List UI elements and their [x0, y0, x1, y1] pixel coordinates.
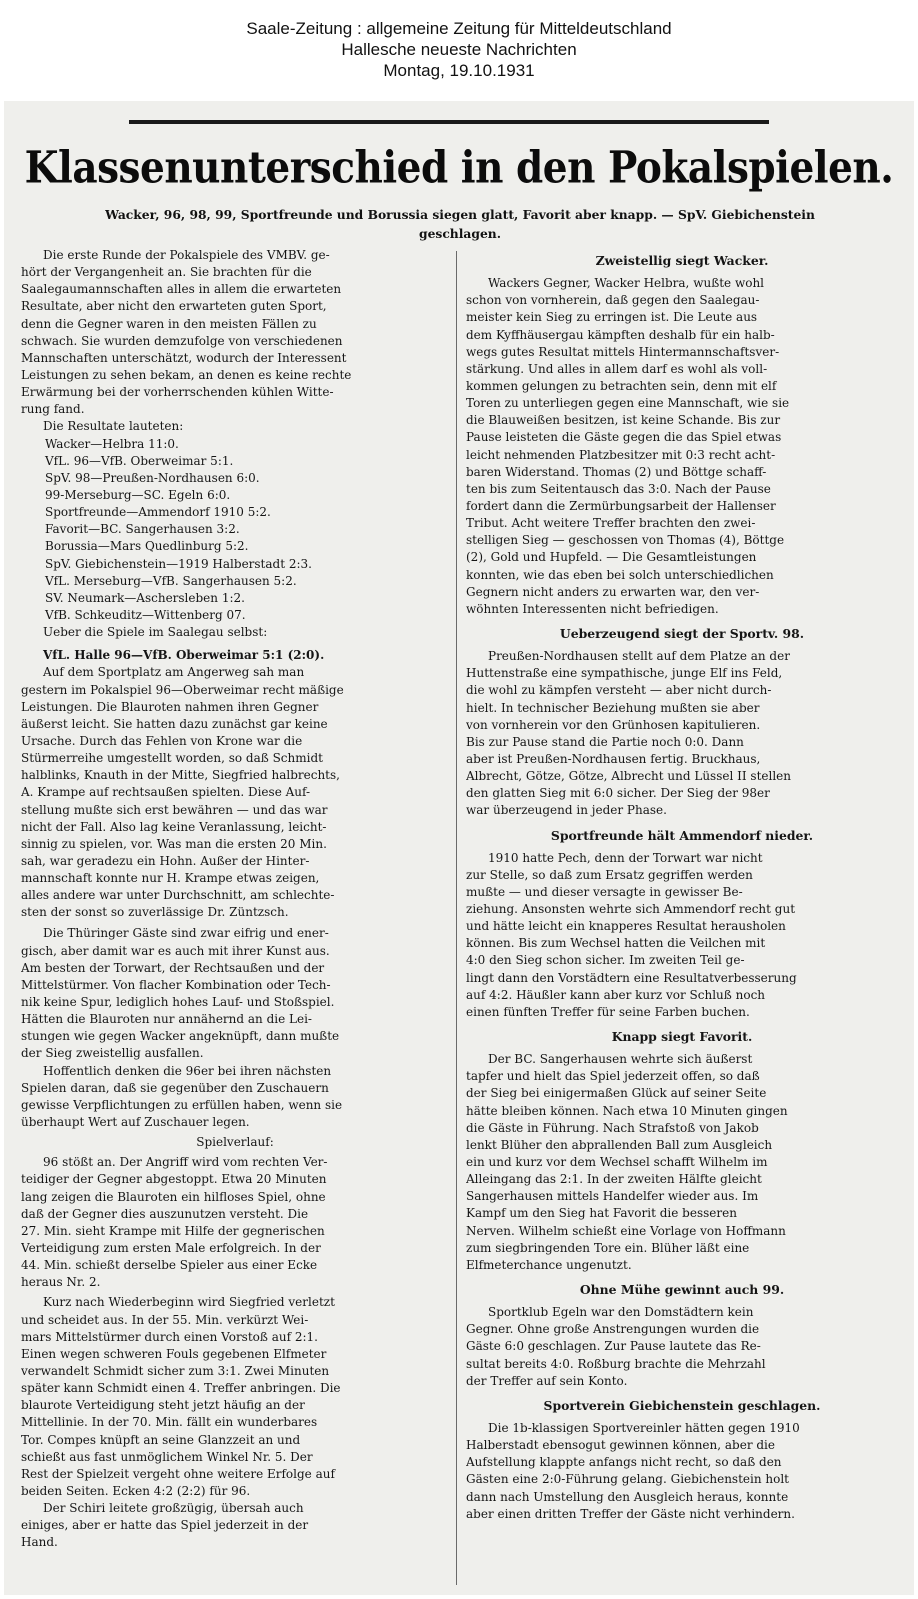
match-report-line: Auf dem Sportplatz am Angerweg sah man: [43, 665, 305, 680]
section-text-line: Bis zur Pause stand die Partie noch 0:0. Dann: [466, 734, 744, 749]
section-text-line: fordert dann die Zermürbungsarbeit der Hallenser: [466, 498, 776, 513]
section-text-line: Alleingang das 2:1. In der zweiten Hälfte gleicht: [466, 1172, 762, 1187]
section-text-line: Preußen-Nordhausen stellt auf dem Platze an der: [488, 649, 790, 664]
hope-report-line: Spielen daran, daß sie gegenüber den Zuschauern: [21, 1080, 329, 1095]
section-heading: Ueberzeugend siegt der Sportv. 98.: [559, 625, 805, 641]
subheadline-line: Wacker, 96, 98, 99, Sportfreunde und Borussia siegen glatt, Favorit aber knapp. — SpV. Giebichenstein: [105, 207, 815, 222]
match-report-line: alles andere war unter Durchschnitt, am schlechte-: [21, 888, 335, 903]
section-text-line: Halberstadt ebensogut gewinnen können, aber die: [466, 1438, 775, 1453]
section-text-line: hielt. In technischer Beziehung mußten sie aber: [466, 700, 760, 715]
second-half-line: verwandelt Schmidt sicher zum 3:1. Zwei Minuten: [21, 1364, 330, 1378]
guests-report-line: stungen wie gegen Wacker angeknüpft, dann mußte: [21, 1029, 340, 1044]
results-heading: Die Resultate lauteten:: [43, 419, 184, 434]
section-text-line: schon von vornherein, daß gegen den Saalegau-: [466, 293, 760, 308]
column-divider: [456, 251, 457, 1585]
guests-report-line: Mittelstürmer. Von flacher Kombination oder Tech-: [21, 977, 331, 992]
guests-report-line: Am besten der Torwart, der Rechtsaußen und der: [21, 960, 325, 975]
course-report-line: teidiger der Gegner abgestoppt. Etwa 20 Minuten: [21, 1172, 327, 1187]
section-text-line: Toren zu unterliegen gegen eine Mannschaft, wie sie: [466, 396, 790, 411]
match-report-line: stellung mußte sich erst bewähren — und das war: [21, 802, 328, 817]
section-text-line: Nerven. Wilhelm schießt eine Vorlage von Hoffmann: [466, 1223, 786, 1238]
section-text-line: Pause leisteten die Gäste gegen die das Spiel etwas: [466, 430, 782, 445]
referee-report-line: Hand.: [21, 1535, 58, 1550]
match-report-line: sinnig zu spielen, vor. Was man die ersten 20 Min.: [21, 836, 327, 851]
section-text-line: konnten, wie das eben bei solch unterschiedlichen: [466, 567, 774, 582]
result-line: SpV. Giebichenstein—1919 Halberstadt 2:3.: [45, 556, 312, 571]
guests-report-line: Die Thüringer Gäste sind zwar eifrig und ener-: [43, 926, 329, 941]
left-column: [21, 247, 449, 1552]
second-half-line: blaurote Verteidigung steht jetzt häufig an der: [21, 1398, 305, 1413]
second-half-line: mars Mittelstürmer durch einen Vorstoß auf 2:1.: [21, 1329, 318, 1344]
match-report-line: sah, war geradezu ein Hohn. Außer der Hinter-: [21, 853, 310, 868]
article-subheadline: [22, 205, 898, 243]
second-half-line: Tor. Compes knüpft an seine Glanzzeit an und: [21, 1432, 301, 1447]
referee-report-line: einiges, aber er hatte das Spiel jederzeit in der: [21, 1518, 309, 1533]
issue-date: Montag, 19.10.1931: [383, 61, 535, 80]
section-text-line: meister kein Sieg zu erringen ist. Die Leute aus: [466, 310, 758, 325]
result-line: 99-Merseburg—SC. Egeln 6:0.: [45, 487, 231, 502]
section-text-line: zur Stelle, so daß zum Ersatz gegriffen werden: [466, 867, 753, 882]
section-text-line: der Treffer auf sein Konto.: [466, 1373, 628, 1388]
section-text-line: Elfmeterchance ungenutzt.: [466, 1257, 632, 1272]
match-report-line: Stürmerreihe umgestellt worden, so daß Schmidt: [21, 751, 323, 766]
article-headline: Klassenunterschied in den Pokalspielen.: [24, 142, 894, 194]
course-report-line: Verteidigung zum ersten Male erfolgreich. In der: [21, 1241, 321, 1256]
result-line: VfL. 96—VfB. Oberweimar 5:1.: [45, 453, 234, 468]
spacer: [466, 1274, 898, 1276]
section-text-line: Aufstellung klappte anfangs nicht recht, so daß den: [466, 1455, 782, 1470]
section-text-line: (2), Gold und Hupfeld. — Die Gesamtleistungen: [466, 550, 757, 565]
section-text-line: Sportklub Egeln war den Domstädtern kein: [488, 1305, 754, 1320]
section-text-line: wegs gutes Resultat mittels Hintermannschaftsver-: [466, 344, 780, 359]
intro-line: Saalegaumannschaften alles in allem die erwarteten: [21, 282, 342, 297]
referee-report-line: Der Schiri leitete großzügig, übersah auch: [43, 1501, 304, 1516]
newspaper-clipping: [4, 101, 914, 1595]
section-text-line: von vornherein vor den Grünhosen kapitulieren.: [466, 717, 761, 732]
intro-line: schwach. Sie wurden demzufolge von verschiedenen: [21, 333, 343, 348]
subheadline-line: geschlagen.: [418, 226, 502, 241]
section-text-line: der Sieg bei einigermaßen Glück auf seiner Seite: [466, 1086, 767, 1101]
course-report-line: 27. Min. sieht Krampe mit Hilfe der gegnerischen: [21, 1223, 325, 1238]
section-text-line: leicht nehmenden Platzbesitzer mit 0:3 recht acht-: [466, 447, 776, 462]
match-report-line: halblinks, Knauth in der Mitte, Siegfried halbrechts,: [21, 768, 340, 783]
section-text-line: einen fünften Treffer für seine Farben buchen.: [466, 1004, 750, 1019]
result-line: Borussia—Mars Quedlinburg 5:2.: [45, 539, 249, 554]
result-line: Sportfreunde—Ammendorf 1910 5:2.: [45, 505, 271, 520]
section-text-line: kommen gelungen zu betrachten sein, denn mit elf: [466, 378, 777, 393]
guests-report-line: nik keine Spur, lediglich hohes Lauf- und Stoßspiel.: [21, 995, 335, 1010]
section-text-line: Sangerhausen mittels Handelfer wieder aus. Im: [466, 1189, 759, 1204]
section-text-line: Der BC. Sangerhausen wehrte sich äußerst: [488, 1052, 753, 1067]
spacer: [466, 820, 898, 822]
intro-line: denn die Gegner waren in den meisten Fällen zu: [21, 316, 317, 331]
second-half-line: Kurz nach Wiederbeginn wird Siegfried verletzt: [43, 1295, 335, 1310]
section-text-line: war überzeugend in jeder Phase.: [466, 803, 667, 818]
section-text-line: den glatten Sieg mit 6:0 sicher. Der Sieg der 98er: [466, 786, 770, 801]
result-line: VfB. Schkeuditz—Wittenberg 07.: [45, 607, 246, 622]
section-text-line: können. Bis zum Wechsel hatten die Veilchen mit: [466, 936, 766, 951]
match-report-line: sten der sonst so zuverlässige Dr. Züntzsch.: [21, 905, 289, 920]
spacer: [466, 1390, 898, 1392]
section-text-line: und hätte leicht ein knapperes Resultat herausholen: [466, 919, 786, 934]
guests-report-line: Hätten die Blauroten nur annähernd an die Lei-: [21, 1012, 312, 1027]
match-report-line: gestern im Pokalspiel 96—Oberweimar recht mäßige: [21, 682, 344, 697]
second-half-line: später kann Schmidt einen 4. Treffer anbringen. Die: [21, 1381, 341, 1396]
section-text-line: tapfer und hielt das Spiel jederzeit offen, so daß: [466, 1069, 760, 1084]
section-text-line: die Blauweißen besitzen, ist keine Schande. Bis zur: [466, 413, 781, 428]
section-text-line: Gegner. Ohne große Anstrengungen wurden die: [466, 1322, 760, 1337]
section-text-line: lingt dann den Vorstädtern eine Resultatverbesserung: [466, 970, 797, 985]
saalegau-intro: Ueber die Spiele im Saalegau selbst:: [43, 625, 268, 640]
guests-report-line: der Sieg zweistellig ausfallen.: [21, 1046, 204, 1061]
section-heading: Sportfreunde hält Ammendorf nieder.: [550, 827, 814, 843]
section-text-line: sultat bereits 4:0. Roßburg brachte die Mehrzahl: [466, 1356, 766, 1371]
section-text-line: Gegnern nicht anders zu erwarten war, den ver-: [466, 584, 760, 599]
second-half-line: und scheidet aus. In der 55. Min. verkürzt Wei-: [21, 1312, 309, 1327]
section-text-line: Huttenstraße eine sympathische, junge Elf ins Feld,: [466, 666, 783, 681]
newspaper-supplement: Hallesche neueste Nachrichten: [341, 40, 577, 59]
match-report-line: äußerst leicht. Sie hatten dazu zunächst gar keine: [21, 716, 328, 731]
section-text-line: aber einen dritten Treffer der Gäste nicht verhindern.: [466, 1506, 795, 1521]
newspaper-title: Saale-Zeitung : allgemeine Zeitung für Mitteldeutschland: [246, 19, 672, 38]
result-line: Wacker—Helbra 11:0.: [45, 436, 179, 451]
spacer: [466, 618, 898, 620]
result-line: VfL. Merseburg—VfB. Sangerhausen 5:2.: [45, 573, 297, 588]
course-report-line: heraus Nr. 2.: [21, 1275, 101, 1290]
section-text-line: lenkt Blüher den abprallenden Ball zum Ausgleich: [466, 1137, 773, 1152]
section-heading: Zweistellig siegt Wacker.: [595, 253, 769, 268]
section-text-line: 1910 hatte Pech, denn der Torwart war nicht: [488, 850, 763, 865]
section-text-line: dem Kyffhäusergau kämpften deshalb für ein halb-: [466, 327, 775, 342]
intro-line: rung fand.: [21, 402, 85, 417]
match-report-line: mannschaft konnte nur H. Krampe etwas zeigen,: [21, 871, 320, 886]
second-half-line: schießt aus fast unmöglichem Winkel Nr. 5. Der: [21, 1449, 313, 1464]
right-column: [466, 247, 898, 1523]
section-text-line: stärkung. Und alles in allem darf es wohl als voll-: [466, 361, 768, 376]
match-report-line: nicht der Fall. Also lag keine Veranlassung, leicht-: [21, 819, 327, 834]
result-line: SV. Neumark—Aschersleben 1:2.: [45, 590, 245, 605]
section-heading: Sportverein Giebichenstein geschlagen.: [543, 1397, 821, 1413]
section-text-line: hätte bleiben können. Nach etwa 10 Minuten gingen: [466, 1103, 788, 1118]
intro-line: Resultate, aber nicht den erwarteten guten Sport,: [21, 299, 327, 314]
section-text-line: Kampf um den Sieg hat Favorit die besseren: [466, 1206, 737, 1221]
section-text-line: die wohl zu kämpfen versteht — aber nicht durch-: [466, 683, 772, 698]
hope-report-line: gewisse Verpflichtungen zu erfüllen haben, wenn sie: [21, 1097, 343, 1112]
result-line: Favorit—BC. Sangerhausen 3:2.: [45, 522, 240, 537]
result-line: SpV. 98—Preußen-Nordhausen 6:0.: [45, 470, 260, 485]
spacer: [466, 1021, 898, 1023]
section-text-line: 4:0 den Sieg schon sicher. Im zweiten Teil ge-: [466, 953, 745, 968]
intro-line: Erwärmung bei der vorherrschenden kühlen Witte-: [21, 385, 334, 400]
intro-line: hört der Vergangenheit an. Sie brachten für die: [21, 265, 312, 280]
section-text-line: baren Widerstand. Thomas (2) und Böttge schaff-: [466, 464, 767, 479]
second-half-line: Mittellinie. In der 70. Min. fällt ein wunderbares: [21, 1415, 318, 1430]
section-text-line: Tribut. Acht weitere Treffer brachten den zwei-: [466, 516, 756, 531]
match-report-line: Ursache. Durch das Fehlen von Krone war die: [21, 733, 303, 748]
section-text-line: ten bis zum Seitentausch das 3:0. Nach der Pause: [466, 481, 771, 496]
guests-report-line: gisch, aber damit war es auch mit ihrer Kunst aus.: [21, 943, 330, 958]
section-text-line: Die 1b-klassigen Sportvereinler hätten gegen 1910: [488, 1421, 800, 1435]
match-report-line: A. Krampe auf rechtsaußen spielten. Diese Auf-: [21, 785, 311, 800]
intro-line: Mannschaften unterschätzt, wodurch der Interessent: [21, 350, 347, 365]
second-half-line: Rest der Spielzeit vergeht ohne weitere Erfolge auf: [21, 1466, 335, 1481]
intro-line: Leistungen zu sehen bekam, an denen es keine rechte: [21, 367, 352, 382]
section-text-line: auf 4:2. Häußler kann aber kurz vor Schluß noch: [466, 987, 766, 1002]
course-report-line: lang zeigen die Blauroten ein hilfloses Spiel, ohne: [21, 1189, 326, 1204]
course-report-line: 44. Min. schießt derselbe Spieler aus einer Ecke: [21, 1258, 318, 1273]
hope-report-line: Hoffentlich denken die 96er bei ihren nächsten: [43, 1063, 332, 1078]
section-text-line: zum siegbringenden Tore ein. Blüher läßt eine: [466, 1240, 750, 1255]
section-text-line: Gästen eine 2:0-Führung gelang. Giebichenstein holt: [466, 1472, 790, 1487]
section-text-line: Albrecht, Götze, Götze, Albrecht und Lüssel II stellen: [466, 769, 792, 784]
second-half-line: Einen wegen schweren Fouls gegebenen Elfmeter: [21, 1346, 327, 1361]
section-text-line: wöhnten Interessenten nicht befriedigen.: [466, 601, 719, 616]
section-text-line: Wackers Gegner, Wacker Helbra, wußte wohl: [488, 276, 765, 291]
section-heading: Ohne Mühe gewinnt auch 99.: [579, 1282, 785, 1298]
hope-report-line: überhaupt Wert auf Zuschauer legen.: [21, 1115, 250, 1130]
section-text-line: aber ist Preußen-Nordhausen fertig. Bruckhaus,: [466, 751, 761, 766]
top-rule: [129, 120, 769, 124]
section-text-line: mußte — und dieser versagte in gewisser Be-: [466, 884, 743, 899]
course-heading: Spielverlauf:: [196, 1135, 274, 1150]
match-heading: VfL. Halle 96—VfB. Oberweimar 5:1 (2:0).: [43, 648, 325, 663]
intro-line: Die erste Runde der Pokalspiele des VMBV. ge-: [43, 248, 330, 262]
section-text-line: Gäste 6:0 geschlagen. Zur Pause lautete das Re-: [466, 1339, 761, 1354]
course-report-line: 96 stößt an. Der Angriff wird vom rechten Ver-: [43, 1155, 328, 1170]
section-heading: Knapp siegt Favorit.: [611, 1029, 753, 1045]
archive-caption: [0, 18, 918, 81]
section-text-line: dann nach Umstellung den Ausgleich heraus, konnte: [466, 1489, 789, 1504]
section-text-line: die Gäste in Führung. Nach Strafstoß von Jakob: [466, 1120, 759, 1135]
match-report-line: Leistungen. Die Blauroten nahmen ihren Gegner: [21, 699, 319, 714]
course-report-line: daß der Gegner dies auszunutzen versteht. Die: [21, 1206, 309, 1221]
second-half-line: beiden Seiten. Ecken 4:2 (2:2) für 96.: [21, 1483, 251, 1498]
section-text-line: ein und kurz vor dem Wechsel schafft Wilhelm im: [466, 1155, 768, 1170]
section-text-line: ziehung. Ansonsten wehrte sich Ammendorf recht gut: [466, 902, 796, 917]
section-text-line: stelligen Sieg — geschossen von Thomas (4), Böttge: [466, 533, 785, 548]
